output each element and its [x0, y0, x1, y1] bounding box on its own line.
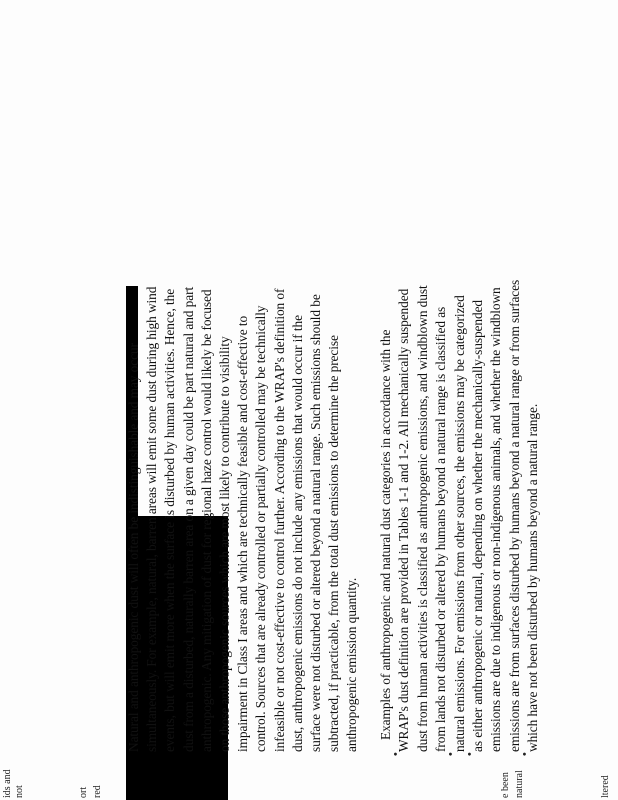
- bullet-mark: •: [463, 752, 476, 756]
- text-line: WRAP's dust definition are provided in Tables 1-1 and 1-2. All mechanically suspended: [396, 288, 412, 752]
- text-line: infeasible or not cost-effective to control further. According to the WRAP's definition of: [271, 288, 287, 752]
- text-line: Examples of anthropogenic and natural dust categories in accordance with the: [378, 329, 393, 740]
- edge-fragment: ort: [78, 786, 89, 798]
- text-line: on those anthropogenic sources which are most likely to contribute to visibility: [217, 336, 232, 752]
- text-line: emissions are from surfaces disturbed by humans beyond a natural range or from surfaces: [506, 279, 522, 752]
- text-line: dust, anthropogenic emissions do not include any emissions that would occur if the: [289, 315, 305, 752]
- text-line: surface were not disturbed or altered beyond a natural range. Such emissions should be: [308, 294, 323, 752]
- edge-fragment: ltered: [600, 775, 611, 798]
- text-line: Natural and anthropogenic dust will often be indistinguishable and may occur: [126, 343, 141, 752]
- rotated-text-body: [126, 279, 600, 760]
- bullet-mark: •: [445, 752, 458, 756]
- text-line: subtracted, if practicable, from the total dust emissions to determine the precise: [326, 335, 342, 752]
- edge-fragment: red: [92, 785, 103, 798]
- text-line: which have not been disturbed by humans beyond a natural range.: [525, 403, 541, 752]
- text-line: simultaneously. For example, natural, barren areas will emit some dust during high wind: [144, 286, 160, 752]
- edge-fragment: natural: [514, 770, 525, 798]
- text-line: natural emissions. For emissions from other sources, the emissions may be categorized: [451, 295, 467, 752]
- text-line: events, but will emit more when the surface is disturbed by human activities. Hence, the: [162, 288, 178, 752]
- edge-fragment: not: [14, 785, 25, 798]
- text-line: as either anthropogenic or natural, depending on whether the mechanically-suspended: [470, 299, 485, 752]
- text-line: anthropogenic. Any mitigation of dust for regional haze control would likely be focused: [198, 289, 214, 752]
- text-line: control. Sources that are already controlled or partially controlled may be technically: [253, 305, 269, 752]
- edge-fragment: e been: [500, 772, 511, 798]
- text-line: dust from human activities is classified as anthropogenic emissions, and windblown dust: [414, 285, 430, 752]
- text-line: impairment in Class I areas and which are technically feasible and cost-effective to: [235, 315, 251, 752]
- text-line: anthropogenic emission quantity.: [344, 577, 360, 752]
- text-line: dust from a disturbed, naturally barren area on a given day could be part natural and part: [180, 286, 196, 752]
- text-line: emissions are due to indigenous or non-indigenous animals, and whether the windblown: [488, 287, 504, 752]
- bullet-mark: •: [518, 752, 531, 756]
- text-line: from lands not disturbed or altered by humans beyond a natural range is classified as: [433, 306, 449, 752]
- edge-fragment: ids and: [2, 769, 13, 798]
- bullet-mark: •: [390, 752, 402, 756]
